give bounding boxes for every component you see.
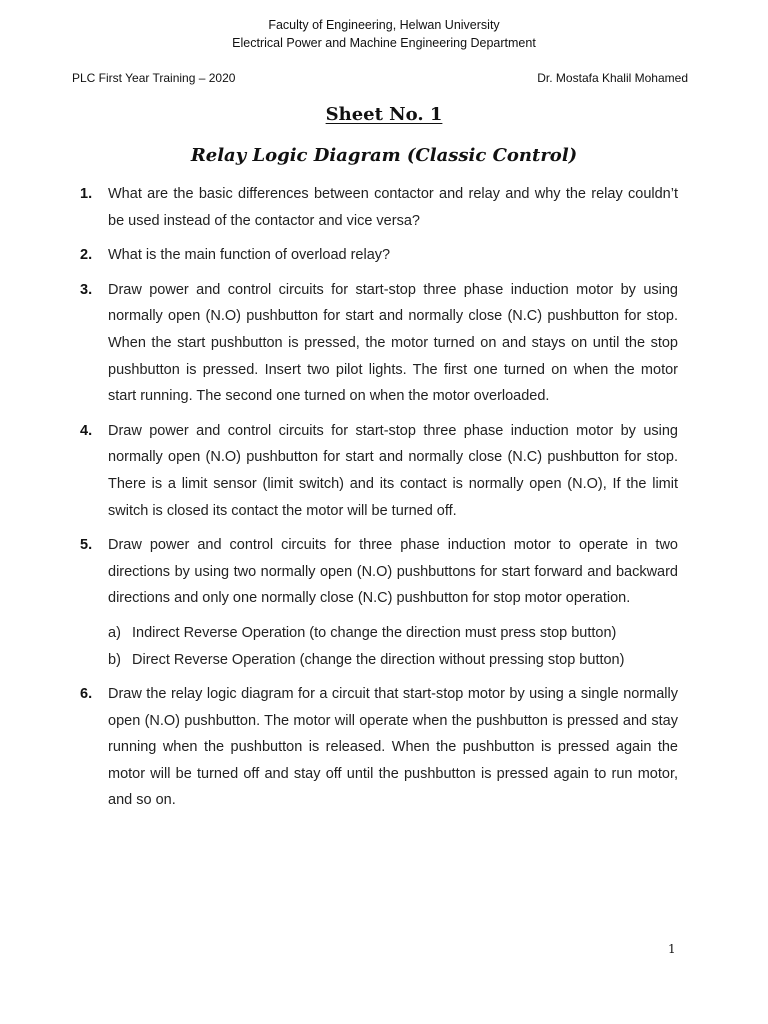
question-1 — [80, 181, 678, 234]
question-5 — [80, 532, 678, 612]
question-number: 3. — [80, 281, 93, 298]
subitem-text: Direct Reverse Operation (change the direction without pressing stop button) — [132, 651, 625, 668]
sheet-subtitle: Relay Logic Diagram (Classic Control) — [190, 145, 578, 166]
course-info-row — [72, 70, 688, 86]
question-text: Draw power and control circuits for start-stop three phase induction motor by using normally open (N.O) pushbutton for start and normally close (N.C) pushbutton for stop. There is a limit sensor (limit switch) and its contact is normally open (N.O), If the limit switch is closed its contact the motor will be turned off. — [108, 422, 678, 519]
question-number: 6. — [80, 686, 93, 703]
question-5-subitems — [80, 620, 678, 673]
question-text: Draw the relay logic diagram for a circuit that start-stop motor by using a single normally open (N.O) pushbutton. The motor will operate when the pushbutton is pressed and stay running when the pushbutton is released. When the pushbutton is pressed again the motor will be turned off and stay off until the pushbutton is pressed again to run motor, and so on. — [108, 686, 678, 809]
course-title: PLC First Year Training – 2020 — [72, 71, 236, 85]
question-4 — [80, 418, 678, 524]
question-text: Draw power and control circuits for start-stop three phase induction motor by using normally open (N.O) pushbutton for start and normally close (N.C) pushbutton for stop. When the start pushbutton is pressed, the motor turned on and stays on until the stop pushbutton is pressed. Insert two pilot lights. The first one turned on when the motor start running. The second one turned on when the motor overloaded. — [108, 281, 678, 405]
subitem-b — [108, 647, 678, 674]
subitem-text: Indirect Reverse Operation (to change the direction must press stop button) — [132, 624, 617, 641]
subitem-a — [108, 620, 678, 647]
subitem-letter: a) — [108, 624, 121, 641]
question-text: What are the basic differences between contactor and relay and why the relay couldn’t be used instead of the contactor and vice versa? — [108, 186, 678, 229]
question-list — [80, 181, 678, 822]
question-text: What is the main function of overload relay? — [108, 247, 391, 264]
subitem-letter: b) — [108, 651, 121, 668]
question-number: 4. — [80, 422, 93, 439]
question-text: Draw power and control circuits for three phase induction motor to operate in two directions by using two normally open (N.O) pushbuttons for start forward and backward directions and only one normally close (N.C) pushbutton for stop motor operation. — [108, 537, 678, 607]
department-line: Electrical Power and Machine Engineering Department — [232, 36, 536, 50]
question-number: 5. — [80, 537, 93, 554]
subitem-list — [108, 620, 678, 673]
faculty-line: Faculty of Engineering, Helwan University — [268, 18, 500, 32]
question-number: 1. — [80, 186, 93, 202]
document-header — [0, 16, 768, 52]
question-2 — [80, 242, 678, 269]
question-3 — [80, 277, 678, 410]
page-number: 1 — [668, 942, 676, 956]
sheet-title: Sheet No. 1 — [325, 104, 443, 125]
question-number: 2. — [80, 247, 93, 264]
question-6 — [80, 681, 678, 814]
instructor-name: Dr. Mostafa Khalil Mohamed — [537, 71, 688, 85]
